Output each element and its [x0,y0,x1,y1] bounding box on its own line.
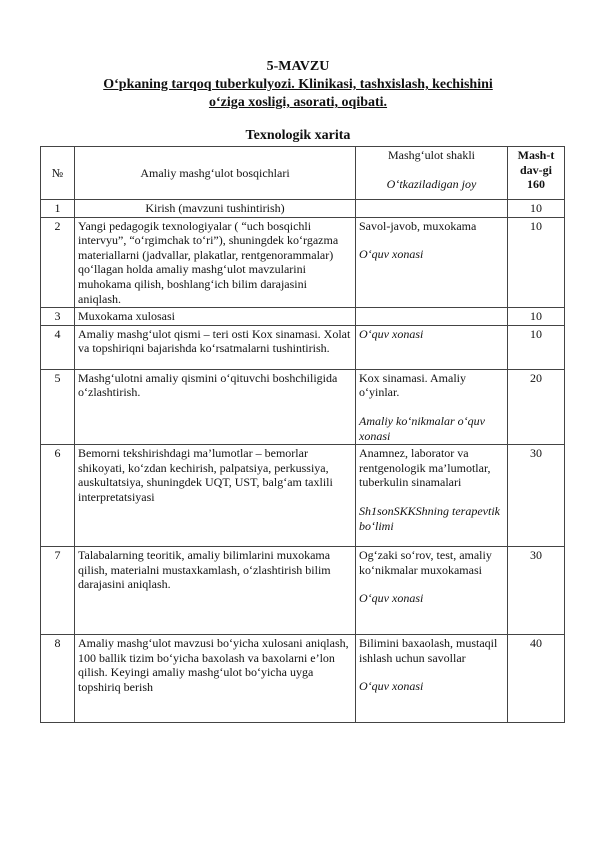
row-place: Sh1sonSKKShning terapevtik bo‘limi [359,503,500,533]
row-number: 2 [41,217,75,308]
row-number: 4 [41,325,75,369]
document-title-line1: O‘pkaning tarqoq tuberkulyozi. Klinikasi, tashxislash, kechishini [103,77,493,92]
table-row [41,445,565,547]
header-number: № [41,147,75,200]
header-place-label: O‘tkaziladigan joy [386,176,477,191]
table-row [41,217,565,308]
row-number: 7 [41,547,75,635]
document-subtitle: Texnologik xarita [245,128,351,143]
row-place: O‘quv xonasi [359,679,424,694]
row-form: Bilimini baxaolash, mustaqil ishlash uchun savollar [359,636,498,665]
header-time-line2: dav-gi [519,162,552,177]
table-row [41,547,565,635]
table-row [41,635,565,723]
table-header-row [41,147,565,200]
header-time-line1: Mash-t [517,148,555,162]
row-form-gap [359,577,504,591]
row-time: 30 [508,547,565,635]
row-number: 5 [41,369,75,444]
table-row [41,200,565,218]
row-step: Yangi pedagogik texnologiyalar ( “uch bosqichli intervyu”, “o‘rgimchak to‘ri”), shuningdek ko‘rgazma materiallarni (jadvallar, plakatlar, rentgenorammalar) qo‘llagan holda amaliy mashg‘ulot mavzularini muhokama qilish, boshlang‘ich bilim darajasini aniqlash. [75,217,356,308]
row-form: Anamnez, laborator va rentgenologik ma’lumotlar, tuberkulin sinamalari [359,446,491,490]
row-form-gap [359,665,504,679]
row-form-cell [356,200,508,218]
table-row [41,369,565,444]
header-form-label: Mashg‘ulot shakli [388,148,475,162]
row-form-gap [359,400,504,414]
row-form: Savol-javob, muxokama [359,218,477,233]
row-time: 10 [508,217,565,308]
row-form: Kox sinamasi. Amaliy o‘yinlar. [359,370,466,400]
row-step: Mashg‘ulotni amaliy qismini o‘qituvchi boshchiligida o‘zlashtirish. [75,369,356,444]
row-form-gap [359,233,504,247]
row-step: Bemorni tekshirishdagi ma’lumotlar – bemorlar shikoyati, ko‘zdan kechirish, palpatsiya, perkussiya, auskultatsiya, shuningdek UQT, UST, balg‘am taxlili interpretatsiyasi [75,445,356,547]
row-step: Muxokama xulosasi [75,308,356,326]
row-time: 40 [508,635,565,723]
row-place: O‘quv xonasi [359,247,424,262]
row-place: O‘quv xonasi [359,591,424,606]
row-step: Amaliy mashg‘ulot qismi – teri osti Kox sinamasi. Xolat va topshiriqni bajarishda ko‘rsatmalarni tushintirish. [75,325,356,369]
row-form-cell [356,635,508,723]
document-title-line2: o‘ziga xosligi, asorati, oqibati. [208,95,388,110]
row-form-cell [356,547,508,635]
technology-map-table [40,146,565,723]
row-time: 10 [508,325,565,369]
header-form [356,147,508,200]
header-time-line3: 160 [527,177,545,192]
row-time: 30 [508,445,565,547]
row-place: O‘quv xonasi [359,326,424,341]
header-time [508,147,565,200]
row-form-cell [356,369,508,444]
row-form-gap [359,490,504,504]
row-number: 3 [41,308,75,326]
row-form-cell [356,217,508,308]
row-number: 6 [41,445,75,547]
row-time: 20 [508,369,565,444]
table-row [41,308,565,326]
row-number: 1 [41,200,75,218]
row-place: Amaliy ko‘nikmalar o‘quv xonasi [359,413,485,443]
row-step: Kirish (mavzuni tushintirish) [75,200,356,218]
row-number: 8 [41,635,75,723]
row-form-cell [356,445,508,547]
table-row [41,325,565,369]
row-time: 10 [508,308,565,326]
row-step: Amaliy mashg‘ulot mavzusi bo‘yicha xulosani aniqlash, 100 ballik tizim bo‘yicha baxolash va baxolarni e’lon qilish. Keyingi amaliy mashg‘ulot bo‘yicha uyga topshiriq berish [75,635,356,723]
row-step: Talabalarning teoritik, amaliy bilimlarini muxokama qilish, materialni mustaxkamlash, o‘zlashtirish bilim darajasini aniqlash. [75,547,356,635]
row-form: Og‘zaki so‘rov, test, amaliy ko‘nikmalar muxokamasi [359,548,492,577]
row-form-cell [356,325,508,369]
row-time: 10 [508,200,565,218]
header-steps: Amaliy mashg‘ulot bosqichlari [75,147,356,200]
topic-number: 5-MAVZU [266,59,330,74]
row-form-cell [356,308,508,326]
